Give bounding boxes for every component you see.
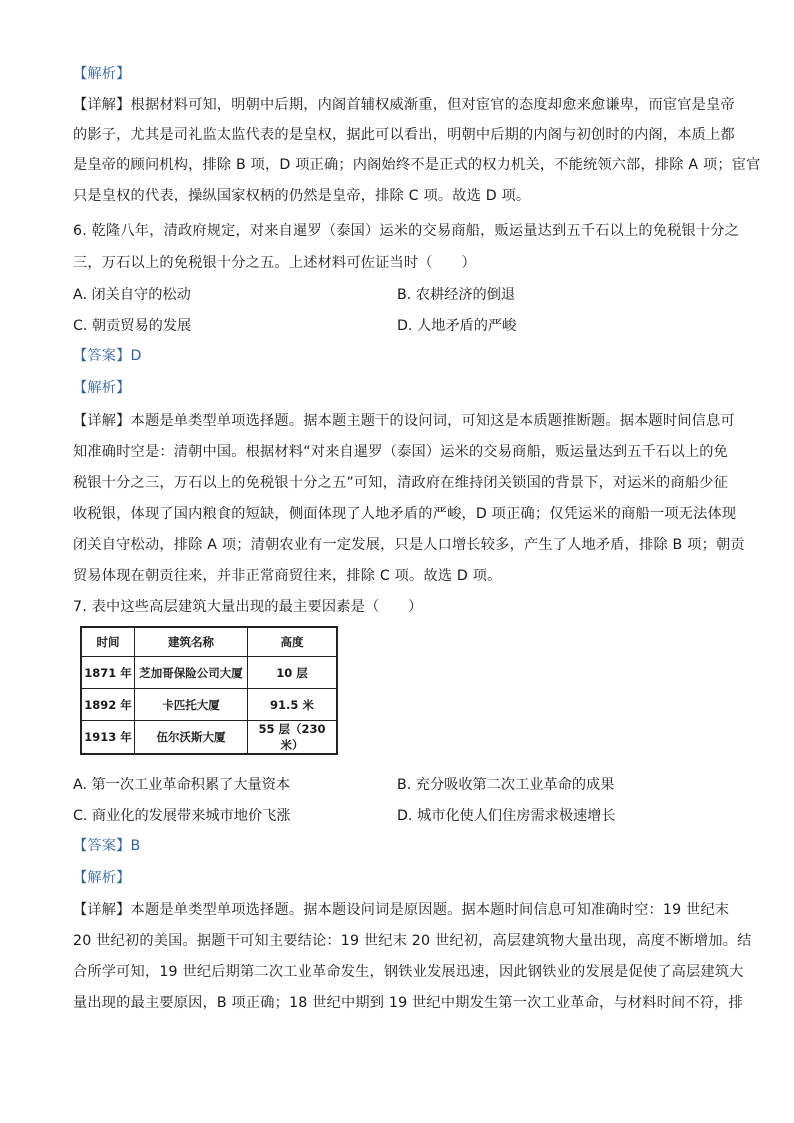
q7-answer: 【答案】B [73, 838, 141, 854]
q6-answer: 【答案】D [73, 348, 142, 364]
q5-detail-line-2: 的影子，尤其是司礼监太监代表的是皇权，据此可以看出，明朝中后期的内阁与初创时的内阁，本质上都 [73, 127, 735, 143]
table-header-cell: 时间 [81, 627, 135, 657]
table-cell: 伍尔沃斯大厦 [135, 721, 248, 755]
table-row [81, 721, 337, 755]
q5-detail-line-1: 【详解】根据材料可知，明朝中后期，内阁首辅权威渐重，但对宦官的态度却愈来愈谦卑，而宦官是皇帝 [73, 97, 735, 113]
q6-detail-line-5: 闭关自守松动，排除 A 项；清朝农业有一定发展，只是人口增长较多，产生了人地矛盾，排除 B 项；朝贡 [73, 537, 745, 553]
q6-option-d: D. 人地矛盾的严峻 [397, 318, 517, 334]
table-cell: 1871 年 [81, 657, 135, 689]
table-header-row [81, 627, 337, 657]
q6-detail-line-4: 收税银，体现了国内粮食的短缺，侧面体现了人地矛盾的严峻，D 项正确；仅凭运米的商船一项无法体现 [73, 506, 737, 522]
table-cell: 芝加哥保险公司大厦 [135, 657, 248, 689]
table-cell: 91.5 米 [248, 689, 338, 721]
q6-detail-line-6: 贸易体现在朝贡往来，并非正常商贸往来，排除 C 项。故选 D 项。 [73, 568, 502, 584]
q7-stem: 7. 表中这些高层建筑大量出现的最主要因素是（ ） [73, 599, 423, 615]
q6-option-b: B. 农耕经济的倒退 [397, 287, 516, 303]
q6-stem-line-1: 6. 乾隆八年，清政府规定，对来自暹罗（泰国）运米的交易商船，贩运量达到五千石以上的免税银十分之 [73, 223, 740, 239]
q6-option-a: A. 闭关自守的松动 [73, 287, 191, 303]
q7-option-c: C. 商业化的发展带来城市地价飞涨 [73, 808, 291, 824]
table-cell: 55 层（230 米） [248, 721, 338, 755]
table-row [81, 689, 337, 721]
q7-analysis-heading: 【解析】 [73, 870, 131, 886]
q6-analysis-heading: 【解析】 [73, 380, 131, 396]
table-cell: 1913 年 [81, 721, 135, 755]
table-cell: 1892 年 [81, 689, 135, 721]
q5-detail-line-4: 只是皇权的代表，操纵国家权柄的仍然是皇帝，排除 C 项。故选 D 项。 [73, 188, 531, 204]
q6-stem-line-2: 三，万石以上的免税银十分之五。上述材料可佐证当时（ ） [73, 255, 476, 271]
q5-detail-line-3: 是皇帝的顾问机构，排除 B 项，D 项正确；内阁始终不是正式的权力机关，不能统领六部，排除 A 项；宦官 [73, 157, 761, 173]
table-header-cell: 高度 [248, 627, 338, 657]
table-cell: 卡匹托大厦 [135, 689, 248, 721]
q7-option-d: D. 城市化使人们住房需求极速增长 [397, 808, 616, 824]
q6-detail-line-3: 税银十分之三，万石以上的免税银十分之五”可知，清政府在维持闭关锁国的背景下，对运米的商船少征 [73, 475, 728, 491]
q7-detail-line-2: 20 世纪初的美国。据题干可知主要结论：19 世纪末 20 世纪初，高层建筑物大量出现，高度不断增加。结 [73, 933, 752, 949]
q6-detail-line-2: 知准确时空是：清朝中国。根据材料“对来自暹罗（泰国）运米的交易商船，贩运量达到五千石以上的免 [73, 444, 728, 460]
q7-detail-line-4: 量出现的最主要原因，B 项正确；18 世纪中期到 19 世纪中期发生第一次工业革命，与材料时间不符，排 [73, 995, 743, 1011]
q7-detail-line-1: 【详解】本题是单类型单项选择题。据本题设问词是原因题。据本题时间信息可知准确时空：19 世纪末 [73, 902, 730, 918]
table-header-cell: 建筑名称 [135, 627, 248, 657]
q7-detail-line-3: 合所学可知，19 世纪后期第二次工业革命发生，钢铁业发展迅速，因此钢铁业的发展是促使了高层建筑大 [73, 964, 744, 980]
q5-analysis-heading: 【解析】 [73, 66, 131, 82]
q7-option-b: B. 充分吸收第二次工业革命的成果 [397, 777, 615, 793]
table-row [81, 657, 337, 689]
q7-option-a: A. 第一次工业革命积累了大量资本 [73, 777, 291, 793]
q6-option-c: C. 朝贡贸易的发展 [73, 318, 192, 334]
building-table [80, 626, 338, 755]
q6-detail-line-1: 【详解】本题是单类型单项选择题。据本题主题干的设问词，可知这是本质题推断题。据本题时间信息可 [73, 413, 735, 429]
table-cell: 10 层 [248, 657, 338, 689]
